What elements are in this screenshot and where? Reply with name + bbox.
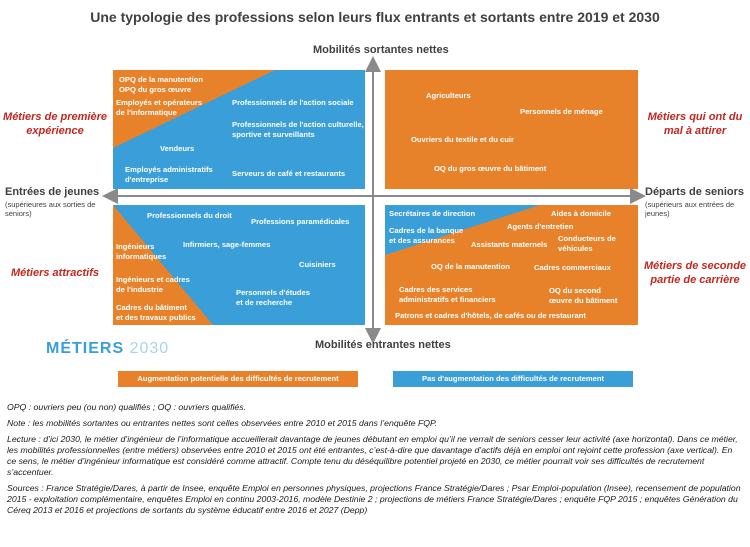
job-label: OPQ de la manutention bbox=[119, 75, 203, 84]
category-tl-line1: Métiers de première bbox=[3, 111, 107, 123]
job-label: Cadres commerciaux bbox=[534, 263, 611, 272]
job-label: Cadres du bâtiment bbox=[116, 303, 187, 312]
job-label: Cadres de la banque bbox=[389, 226, 464, 235]
job-label: sportive et surveillants bbox=[232, 130, 315, 139]
job-label: OPQ du gros œuvre bbox=[119, 85, 192, 94]
category-tr-line1: Métiers qui ont du bbox=[647, 111, 743, 123]
axis-right-sub bbox=[645, 200, 734, 218]
axis-top-label: Mobilités sortantes nettes bbox=[313, 44, 449, 56]
job-label: et des assurances bbox=[389, 236, 455, 245]
job-label: Cadres des services bbox=[399, 285, 473, 294]
category-premiere-experience bbox=[0, 110, 110, 138]
job-label: Professionnels du droit bbox=[147, 211, 232, 220]
job-label: Vendeurs bbox=[160, 144, 195, 153]
job-label: Employés administratifs bbox=[125, 165, 213, 174]
job-label: Agents d'entretien bbox=[507, 222, 574, 231]
axis-right-sub-line2: jeunes) bbox=[645, 209, 670, 218]
job-label: Professionnels de l'action sociale bbox=[232, 98, 354, 107]
note-abbreviations: OPQ : ouvriers peu (ou non) qualifiés ; OQ : ouvriers qualifiés. bbox=[7, 402, 247, 412]
job-label: Ingénieurs et cadres bbox=[116, 275, 190, 284]
job-label: Professions paramédicales bbox=[251, 217, 350, 226]
job-label: œuvre du bâtiment bbox=[549, 296, 618, 305]
job-label: Aides à domicile bbox=[551, 209, 611, 218]
job-label: Cuisiniers bbox=[299, 260, 336, 269]
job-label: Patrons et cadres d'hôtels, de cafés ou de restaurant bbox=[395, 311, 586, 320]
category-seconde-carriere bbox=[640, 259, 750, 287]
axis-left-label: Entrées de jeunes bbox=[5, 186, 100, 198]
job-label: Personnels d'études bbox=[236, 288, 310, 297]
axis-bottom-label: Mobilités entrantes nettes bbox=[315, 339, 451, 351]
quadrant-top-right bbox=[385, 70, 638, 189]
axis-left-sub bbox=[5, 200, 95, 218]
axis-left-sub-line1: (supérieures aux sorties de bbox=[5, 200, 96, 209]
job-label: Ouvriers du textile et du cuir bbox=[411, 135, 514, 144]
job-label: véhicules bbox=[558, 244, 593, 253]
job-label: Professionnels de l'action culturelle, bbox=[232, 120, 364, 129]
job-label: Assistants maternels bbox=[471, 240, 548, 249]
job-label: Ingénieurs bbox=[116, 242, 155, 251]
category-br-line1: Métiers de seconde bbox=[643, 260, 747, 272]
category-attractifs: Métiers attractifs bbox=[10, 267, 100, 279]
diagram-title: Une typologie des professions selon leurs flux entrants et sortants entre 2019 et 2030 bbox=[90, 9, 660, 25]
axis-right-label: Départs de seniors bbox=[645, 186, 745, 198]
job-label: de l'informatique bbox=[116, 108, 177, 117]
category-mal-a-attirer bbox=[640, 110, 750, 138]
job-label: OQ de la manutention bbox=[431, 262, 510, 271]
job-label: et des travaux publics bbox=[116, 313, 196, 322]
job-label: d'entreprise bbox=[125, 175, 169, 184]
axis-left-sub-line2: seniors) bbox=[5, 209, 32, 218]
logo-main-text: MÉTIERS bbox=[46, 340, 125, 357]
note-mobilites: Note : les mobilités sortantes ou entrantes nettes sont celles observées entre 2010 et 2015 dans l’enquête FQP. bbox=[7, 418, 438, 428]
logo-year-text: 2030 bbox=[129, 340, 170, 357]
legend-orange: Augmentation potentielle des difficultés de recrutement bbox=[118, 371, 358, 387]
job-label: Employés et opérateurs bbox=[116, 98, 203, 107]
job-label: Secrétaires de direction bbox=[389, 209, 476, 218]
job-label: Personnels de ménage bbox=[520, 107, 603, 116]
category-br-line2: partie de carrière bbox=[650, 274, 740, 286]
metiers-2030-logo bbox=[46, 340, 169, 358]
quadrant-bottom-right bbox=[385, 205, 638, 325]
category-tl-line2: expérience bbox=[26, 125, 84, 137]
axis-right-sub-line1: (supérieurs aux entrées de bbox=[645, 200, 735, 209]
quadrant-bottom-left bbox=[113, 205, 365, 325]
job-label: OQ du gros œuvre du bâtiment bbox=[434, 164, 547, 173]
quadrant-top-left bbox=[113, 70, 365, 189]
job-label: Conducteurs de bbox=[558, 234, 616, 243]
note-sources: Sources : France Stratégie/Dares, à partir de Insee, enquête Emploi en personnes physiques, projections France Stratégie/Dares ; Psar Emploi-population (Insee), recensement de population 2015 - exploitation complémentaire, enquêtes Emploi en continu 2003-2016, modèle Destinie 2 ; projections de métiers France Stratégie/Dares ; enquête FQP 2015 ; enquêtes Génération du Céreq 2013 et 2016 et projections de sortants du système éducatif entre 2016 et 2027 (Depp) bbox=[7, 483, 741, 515]
legend-blue: Pas d'augmentation des difficultés de recrutement bbox=[393, 371, 633, 387]
job-label: et de recherche bbox=[236, 298, 293, 307]
job-label: Serveurs de café et restaurants bbox=[232, 169, 346, 178]
job-label: administratifs et financiers bbox=[399, 295, 496, 304]
job-label: Infirmiers, sage-femmes bbox=[183, 240, 271, 249]
job-label: informatiques bbox=[116, 252, 167, 261]
job-label: Agriculteurs bbox=[426, 91, 471, 100]
job-label: de l'industrie bbox=[116, 285, 163, 294]
note-lecture: Lecture : d’ici 2030, le métier d’ingénieur de l’informatique accueillerait davantage de jeunes débutant en emploi qu’il ne verrait de seniors cesser leur activité (axe horizontal). Dans ce métier, les mobilités professionnelles (entre métiers) observées entre 2010 et 2015 ont été entrantes, c’est-à-dire que davantage d’actifs déjà en emploi ont rejoint cette profession (axe vertical). En ce sens, le métier d’ingénieur informatique est considéré comme attractif. Compte tenu du déséquilibre potentiel projeté en 2030, ce métier pourrait voir ses difficultés de recrutement s’accentuer. bbox=[7, 434, 738, 477]
category-tr-line2: mal à attirer bbox=[663, 125, 727, 137]
job-label: OQ du second bbox=[549, 286, 601, 295]
